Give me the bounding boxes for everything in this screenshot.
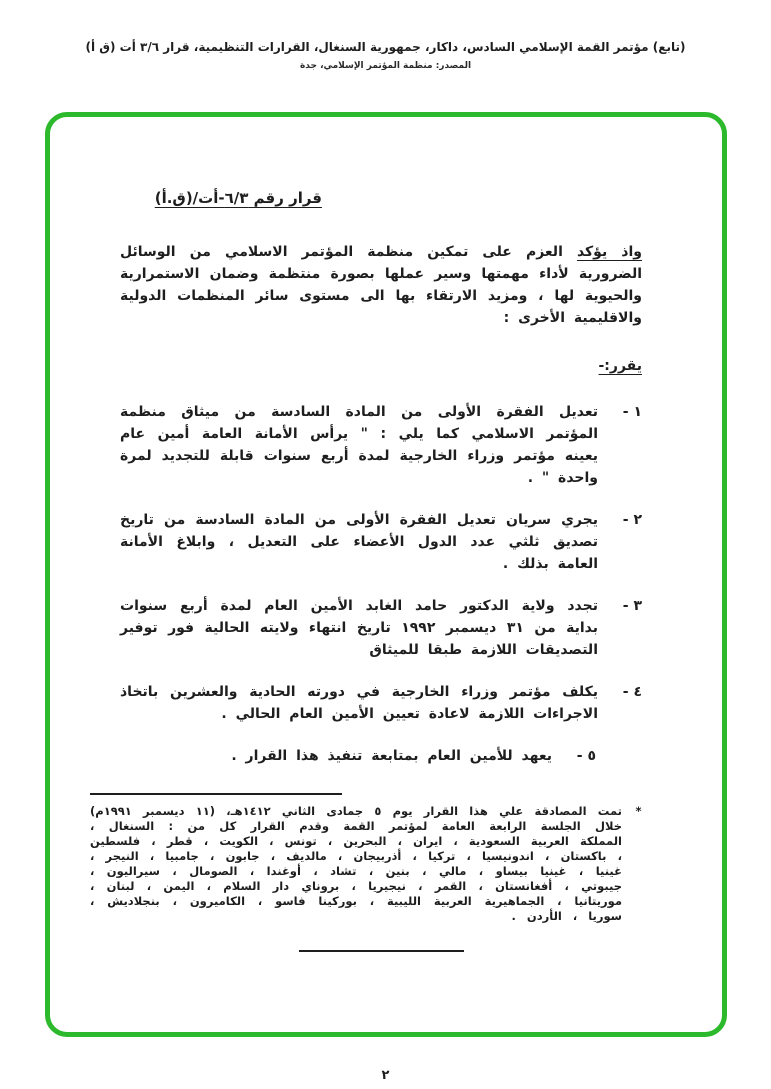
header-citation: (تابع) مؤتمر القمة الإسلامي السادس، داكار، جمهورية السنغال، القرارات التنظيمية، قرار ٣/٦ أت (ق أ) <box>85 40 686 54</box>
item-number: ٣ - <box>622 598 642 614</box>
header-source: المصدر: منظمة المؤتمر الإسلامي، جدة <box>299 61 472 71</box>
resolution-item <box>120 509 642 575</box>
item-number: ١ - <box>622 404 642 420</box>
item-number: ٤ - <box>622 684 642 700</box>
item-text: تجدد ولاية الدكتور حامد الغابد الأمين العام لمدة أربع سنوات بداية من ٣١ ديسمبر ١٩٩٢ تاريخ انتهاء ولايته الحالية فور توفير التصديقات اللازمة طبقا للميثاق <box>120 598 598 658</box>
footnote-marker: * <box>635 804 642 818</box>
footnote <box>90 804 642 924</box>
resolution-title: قرار رقم ٦/٣-أت/(ق.أ) <box>154 189 322 207</box>
decides-line <box>120 329 642 401</box>
resolution-items <box>120 401 642 767</box>
resolution-body <box>50 117 722 952</box>
resolution-item <box>120 681 642 725</box>
green-border-frame <box>45 112 727 1037</box>
item-number: ٥ - <box>576 748 596 764</box>
resolution-item <box>120 401 642 489</box>
preamble-paragraph <box>120 241 642 329</box>
item-text: يكلف مؤتمر وزراء الخارجية في دورته الحادية والعشرين باتخاذ الاجراءات اللازمة لاعادة تعيين الأمين العام الحالي . <box>120 684 598 722</box>
footnote-text: تمت المصادقة علي هذا القرار يوم ٥ جمادى الثاني ١٤١٢هـ، (١١ ديسمبر ١٩٩١م) خلال الجلسة الرابعة العامة لمؤتمر القمة وقدم القرار كل من : السنغال ، المملكة العربية السعودية ، ايران ، البحرين ، تونس ، الكويت ، قطر ، فلسطين ، باكستان ، اندونيسيا ، تركيا ، أذربيجان ، مالديف ، جابون ، جامبيا ، النيجر ، غينيا ، غينيا بيساو ، مالي ، بنين ، تشاد ، أوغندا ، الصومال ، سيراليون ، جيبوتي ، أفغانستان ، القمر ، نيجيريا ، بروناي دار السلام ، اليمن ، لبنان ، موريتانيا ، الجماهيرية العربية الليبية ، بوركينا فاسو ، الكاميرون ، بنجلاديش ، سوريا ، الأردن . <box>90 804 622 923</box>
item-text: يعهد للأمين العام بمتابعة تنفيذ هذا القرار . <box>231 748 552 764</box>
item-text: تعديل الفقرة الأولى من المادة السادسة من ميثاق منظمة المؤتمر الاسلامي كما يلي : " يرأس الأمانة العامة أمين عام يعينه مؤتمر وزراء الخارجية لمدة أربع سنوات قابلة للتجديد لمرة واحدة " . <box>120 404 598 486</box>
preamble-emphasis: واذ يؤكد <box>576 244 642 260</box>
decides-label: يقرر:- <box>598 358 642 374</box>
bottom-rule <box>299 950 464 952</box>
page-number: ٢ <box>381 1068 390 1083</box>
item-number: ٢ - <box>622 512 642 528</box>
footnote-separator <box>90 793 342 795</box>
resolution-item <box>120 595 642 661</box>
preamble-text: العزم على تمكين منظمة المؤتمر الاسلامي من الوسائل الضرورية لأداء مهمتها وسير عملها بصورة منتظمة وضمان الاستمرارية والحيوية لها ، ومزيد الارتقاء بها الى مستوى سائر المنظمات الدولية والاقليمية الأخرى : <box>120 244 642 326</box>
item-text: يجري سريان تعديل الفقرة الأولى من المادة السادسة من تاريخ تصديق ثلثي عدد الدول الأعضاء على التعديل ، وابلاغ الأمانة العامة بذلك . <box>120 512 598 572</box>
document-header <box>0 0 771 71</box>
resolution-item <box>120 745 596 767</box>
